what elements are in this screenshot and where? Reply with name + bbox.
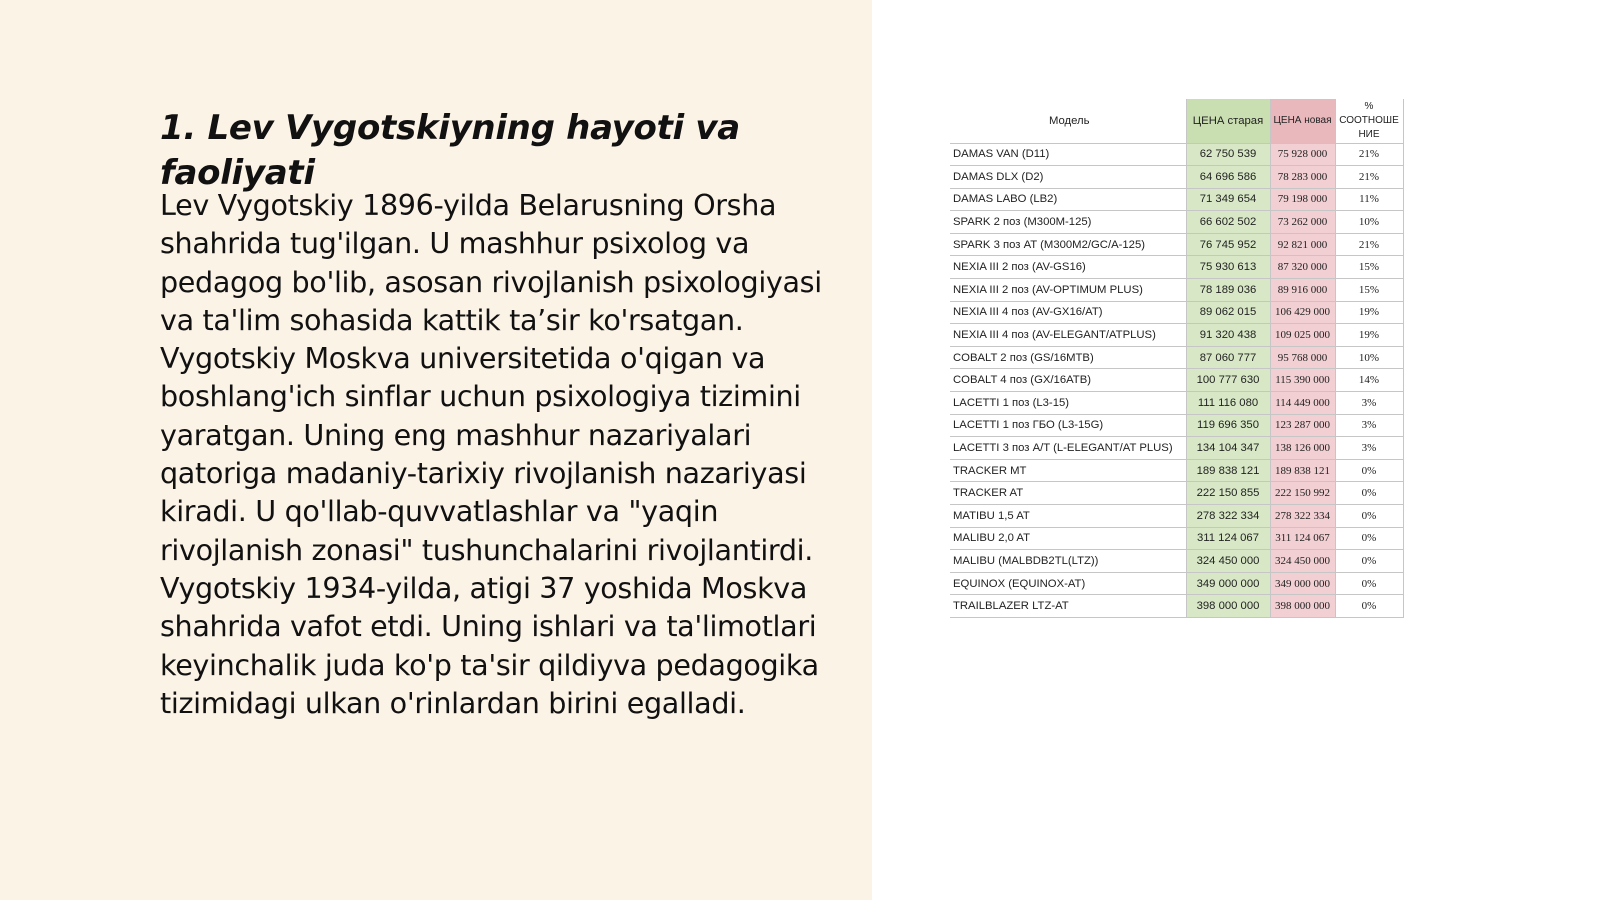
cell-model: EQUINOX (EQUINOX-AT): [950, 572, 1186, 595]
cell-ratio: 21%: [1335, 233, 1403, 256]
cell-new-price: 73 262 000: [1270, 211, 1335, 234]
table-row: [950, 324, 1403, 347]
table-row: [950, 188, 1403, 211]
table-row: [950, 482, 1403, 505]
cell-ratio: 3%: [1335, 414, 1403, 437]
cell-model: DAMAS LABO (LB2): [950, 188, 1186, 211]
cell-ratio: 3%: [1335, 437, 1403, 460]
cell-old-price: 62 750 539: [1186, 143, 1270, 166]
table-row: [950, 437, 1403, 460]
table-row: [950, 527, 1403, 550]
table-row: [950, 392, 1403, 415]
header-old-price: ЦЕНА старая: [1186, 99, 1270, 143]
cell-ratio: 21%: [1335, 143, 1403, 166]
cell-old-price: 75 930 613: [1186, 256, 1270, 279]
cell-old-price: 89 062 015: [1186, 301, 1270, 324]
cell-model: DAMAS DLX (D2): [950, 166, 1186, 189]
cell-new-price: 95 768 000: [1270, 346, 1335, 369]
cell-old-price: 324 450 000: [1186, 550, 1270, 573]
cell-new-price: 109 025 000: [1270, 324, 1335, 347]
table-row: [950, 595, 1403, 618]
slide-title: 1. Lev Vygotskiyning hayoti va faoliyati: [160, 108, 740, 193]
cell-new-price: 123 287 000: [1270, 414, 1335, 437]
table-row: [950, 279, 1403, 302]
cell-ratio: 3%: [1335, 392, 1403, 415]
cell-new-price: 114 449 000: [1270, 392, 1335, 415]
cell-old-price: 398 000 000: [1186, 595, 1270, 618]
cell-ratio: 15%: [1335, 279, 1403, 302]
header-model: Модель: [950, 99, 1186, 143]
table-row: [950, 211, 1403, 234]
cell-ratio: 0%: [1335, 505, 1403, 528]
cell-ratio: 10%: [1335, 211, 1403, 234]
cell-old-price: 91 320 438: [1186, 324, 1270, 347]
table-row: [950, 459, 1403, 482]
table-row: [950, 143, 1403, 166]
price-table: [950, 99, 1404, 618]
cell-new-price: 78 283 000: [1270, 166, 1335, 189]
cell-new-price: 278 322 334: [1270, 505, 1335, 528]
cell-new-price: 87 320 000: [1270, 256, 1335, 279]
table-row: [950, 346, 1403, 369]
table-row: [950, 572, 1403, 595]
cell-old-price: 222 150 855: [1186, 482, 1270, 505]
cell-new-price: 349 000 000: [1270, 572, 1335, 595]
cell-model: MALIBU 2,0 AT: [950, 527, 1186, 550]
cell-model: COBALT 2 поз (GS/16MTB): [950, 346, 1186, 369]
cell-new-price: 222 150 992: [1270, 482, 1335, 505]
cell-old-price: 119 696 350: [1186, 414, 1270, 437]
cell-new-price: 89 916 000: [1270, 279, 1335, 302]
cell-ratio: 0%: [1335, 459, 1403, 482]
cell-old-price: 66 602 502: [1186, 211, 1270, 234]
cell-ratio: 0%: [1335, 550, 1403, 573]
cell-old-price: 189 838 121: [1186, 459, 1270, 482]
cell-model: TRAILBLAZER LTZ-AT: [950, 595, 1186, 618]
cell-ratio: 15%: [1335, 256, 1403, 279]
cell-model: COBALT 4 поз (GX/16ATB): [950, 369, 1186, 392]
table-row: [950, 301, 1403, 324]
table-header-row: [950, 99, 1403, 143]
cell-model: NEXIA III 2 поз (AV-OPTIMUM PLUS): [950, 279, 1186, 302]
table-row: [950, 369, 1403, 392]
cell-new-price: 324 450 000: [1270, 550, 1335, 573]
cell-new-price: 79 198 000: [1270, 188, 1335, 211]
cell-model: LACETTI 1 поз ГБО (L3-15G): [950, 414, 1186, 437]
cell-old-price: 278 322 334: [1186, 505, 1270, 528]
cell-ratio: 10%: [1335, 346, 1403, 369]
table-row: [950, 550, 1403, 573]
cell-old-price: 134 104 347: [1186, 437, 1270, 460]
cell-ratio: 0%: [1335, 572, 1403, 595]
cell-model: MATIBU 1,5 AT: [950, 505, 1186, 528]
cell-model: TRACKER MT: [950, 459, 1186, 482]
cell-old-price: 87 060 777: [1186, 346, 1270, 369]
cell-model: SPARK 2 поз (M300M-125): [950, 211, 1186, 234]
table-body: [950, 143, 1403, 617]
cell-new-price: 311 124 067: [1270, 527, 1335, 550]
cell-model: NEXIA III 4 поз (AV-ELEGANT/ATPLUS): [950, 324, 1186, 347]
cell-model: LACETTI 1 поз (L3-15): [950, 392, 1186, 415]
cell-model: MALIBU (MALBDB2TL(LTZ)): [950, 550, 1186, 573]
table-row: [950, 233, 1403, 256]
cell-ratio: 11%: [1335, 188, 1403, 211]
table-row: [950, 256, 1403, 279]
cell-ratio: 0%: [1335, 595, 1403, 618]
slide-body-text: Lev Vygotskiy 1896-yilda Belarusning Orsha shahrida tug'ilgan. U mashhur psixolog va pedagog bo'lib, asosan rivojlanish psixologiyasi va ta'lim sohasida kattik ta’sir ko'rsatgan. Vygotskiy Moskva universitetida o'qigan va boshlang'ich sinflar uchun psixologiya tizimini yaratgan. Uning eng mashhur nazariyalari qatoriga madaniy-tarixiy rivojlanish nazariyasi kiradi. U qo'llab-quvvatlashlar va "yaqin rivojlanish zonasi" tushunchalarini rivojlantirdi. Vygotskiy 1934-yilda, atigi 37 yoshida Moskva shahrida vafot etdi. Uning ishlari va ta'limotlari keyinchalik juda ko'p ta'sir qildiyva pedagogika tizimidagi ulkan o'rinlardan birini egalladi.: [160, 188, 822, 720]
cell-new-price: 115 390 000: [1270, 369, 1335, 392]
table-row: [950, 166, 1403, 189]
cell-ratio: 0%: [1335, 482, 1403, 505]
table-row: [950, 505, 1403, 528]
cell-old-price: 76 745 952: [1186, 233, 1270, 256]
cell-new-price: 92 821 000: [1270, 233, 1335, 256]
cell-new-price: 398 000 000: [1270, 595, 1335, 618]
cell-model: TRACKER AT: [950, 482, 1186, 505]
cell-old-price: 71 349 654: [1186, 188, 1270, 211]
header-ratio: % СООТНОШЕ НИЕ: [1335, 99, 1403, 143]
cell-ratio: 19%: [1335, 324, 1403, 347]
cell-new-price: 189 838 121: [1270, 459, 1335, 482]
cell-ratio: 0%: [1335, 527, 1403, 550]
table-row: [950, 414, 1403, 437]
cell-model: NEXIA III 2 поз (AV-GS16): [950, 256, 1186, 279]
cell-old-price: 78 189 036: [1186, 279, 1270, 302]
cell-ratio: 21%: [1335, 166, 1403, 189]
cell-model: LACETTI 3 поз A/T (L-ELEGANT/AT PLUS): [950, 437, 1186, 460]
cell-new-price: 138 126 000: [1270, 437, 1335, 460]
cell-old-price: 64 696 586: [1186, 166, 1270, 189]
cell-new-price: 106 429 000: [1270, 301, 1335, 324]
cell-model: SPARK 3 поз AT (M300M2/GC/A-125): [950, 233, 1186, 256]
cell-old-price: 349 000 000: [1186, 572, 1270, 595]
cell-old-price: 311 124 067: [1186, 527, 1270, 550]
cell-new-price: 75 928 000: [1270, 143, 1335, 166]
cell-model: DAMAS VAN (D11): [950, 143, 1186, 166]
cell-ratio: 14%: [1335, 369, 1403, 392]
cell-ratio: 19%: [1335, 301, 1403, 324]
cell-old-price: 111 116 080: [1186, 392, 1270, 415]
header-new-price: ЦЕНА новая: [1270, 99, 1335, 143]
cell-old-price: 100 777 630: [1186, 369, 1270, 392]
cell-model: NEXIA III 4 поз (AV-GX16/AT): [950, 301, 1186, 324]
